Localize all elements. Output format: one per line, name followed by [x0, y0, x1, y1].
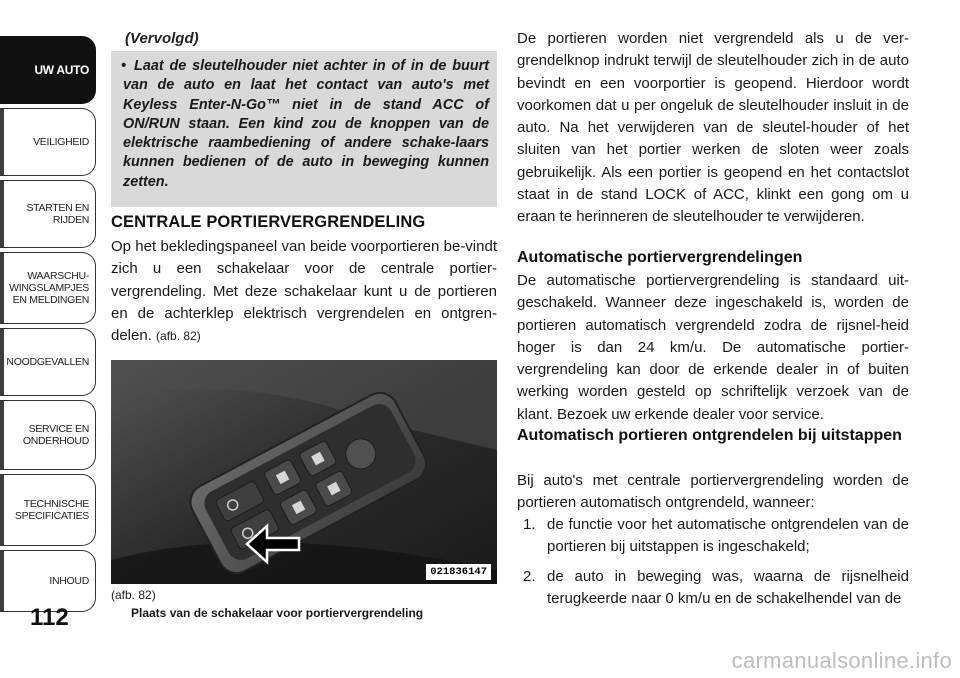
bullet: •	[121, 58, 127, 74]
heading-auto-unlock: Automatisch portieren ontgrendelen bij uitstappen	[517, 427, 902, 444]
tab-starten-en-rijden[interactable]	[0, 180, 96, 248]
site-watermark: carmanualsonline.info	[731, 648, 952, 673]
list-item	[517, 566, 909, 611]
page-number: 112	[30, 604, 69, 631]
list-number: 1.	[523, 516, 536, 533]
section-heading: CENTRALE PORTIERVERGRENDELING	[111, 213, 426, 231]
paragraph-text: Op het bekledingspaneel van beide voorportieren be-vindt zich u een schakelaar voor de centrale portier-vergrendeling. Met deze schakelaar kunt u de portieren en de achterklep elektrisch vergrendelen en ontgren-delen.	[111, 238, 497, 345]
warning-box	[111, 51, 497, 207]
figure-reference: (afb. 82)	[156, 329, 201, 344]
list-text: de auto in beweging was, waarna de rijsnelheid terugkeerde naar 0 km/u en de schakelhendel van de	[547, 568, 909, 608]
tab-label: SERVICE EN ONDERHOUD	[22, 423, 89, 447]
tab-label: VEILIGHEID	[33, 136, 89, 148]
list-item	[517, 514, 909, 559]
heading-auto-lock: Automatische portiervergrendelingen	[517, 249, 803, 266]
tab-label: TECHNISCHE SPECIFICATIES	[14, 498, 89, 522]
paragraph-key-lockout: De portieren worden niet vergrendeld als u de ver-grendelknop indrukt terwijl de sleutelhouder zich in de auto bevindt en een voorportier is geopend. Hierdoor wordt voorkomen dat u per ongeluk de sleutelhouder insluit in de auto. Na het verwijderen van de sleutel-houder of het sluiten van het portier werken de sloten weer zoals gebruikelijk. Als een portier is geopend en het contactslot staat in de stand LOCK of ACC, klinkt een gong om u eraan te herinneren de sleutelhouder te verwijderen.	[517, 30, 909, 226]
tab-technische-specificaties[interactable]	[0, 474, 96, 546]
paragraph-auto-unlock: Bij auto's met centrale portiervergrendeling worden de portieren automatisch ontgrendeld, wanneer:	[517, 472, 909, 512]
figure-number: (afb. 82)	[111, 588, 156, 602]
tab-inhoud[interactable]	[0, 550, 96, 612]
warning-text	[123, 57, 489, 192]
tab-label: WAARSCHU- WINGSLAMPJES EN MELDINGEN	[9, 270, 89, 306]
list-text: de functie voor het automatische ontgrendelen van de portieren bij uitstappen is ingeschakeld;	[547, 516, 909, 556]
tab-label: STARTEN EN RIJDEN	[26, 202, 89, 226]
warning-body: Laat de sleutelhouder niet achter in of in de buurt van de auto en laat het contact van auto's met Keyless Enter-N-Go™ niet in de stand ACC of ON/RUN staan. Een kind zou de knoppen van de elektrische raambediening of andere schake-laars kunnen bedienen of de auto in beweging kunnen zetten.	[123, 58, 489, 190]
figure-caption: Plaats van de schakelaar voor portiervergrendeling	[131, 606, 424, 620]
door-panel-illustration	[111, 360, 497, 584]
list-number: 2.	[523, 568, 536, 585]
door-switch-photo	[111, 360, 497, 584]
tab-noodgevallen[interactable]	[0, 328, 96, 396]
tab-waarschuwingslampjes[interactable]	[0, 252, 96, 324]
continued-label: (Vervolgd)	[125, 30, 199, 47]
chapter-sidebar	[0, 0, 100, 678]
tab-service-en-onderhoud[interactable]	[0, 400, 96, 470]
tab-label: UW AUTO	[34, 63, 89, 77]
body-paragraph	[111, 236, 497, 347]
tab-veiligheid[interactable]	[0, 108, 96, 176]
tab-label: NOODGEVALLEN	[6, 356, 89, 368]
figure-code: 021836147	[426, 564, 491, 580]
tab-label: INHOUD	[49, 575, 89, 587]
paragraph-auto-lock: De automatische portiervergrendeling is standaard uit-geschakeld. Wanneer deze ingeschakeld is, worden de portieren automatisch vergrendeld zodra de rijsnel-heid hoger is dan 24 km/u. De automatische portier-vergrendeling kan door de erkende dealer in of buiten werking worden gesteld op schriftelijk verzoek van de klant. Bezoek uw erkende dealer voor service.	[517, 272, 909, 423]
tab-uw-auto[interactable]	[0, 36, 96, 104]
